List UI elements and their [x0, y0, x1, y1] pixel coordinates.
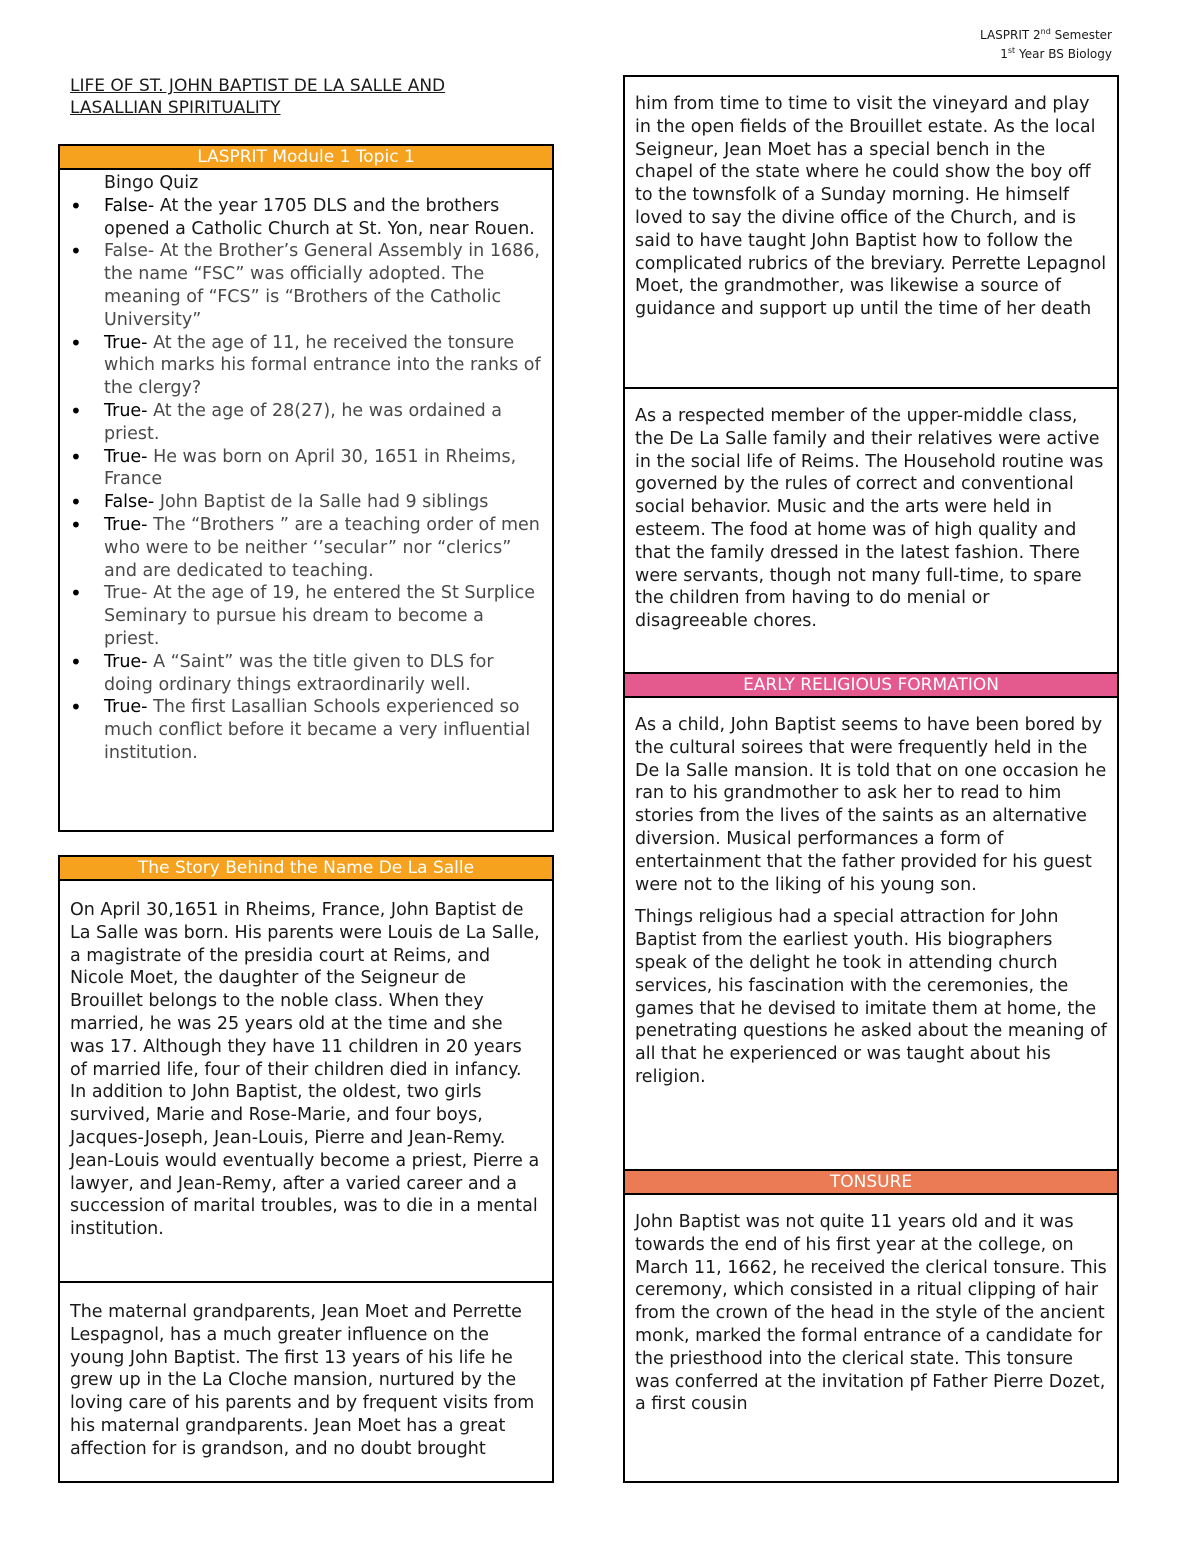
quiz-item: • True- A “Saint” was the title given to DLS for doing ordinary things extraordinarily well.	[60, 651, 544, 697]
quiz-item: • False- At the Brother’s General Assembly in 1686, the name “FSC” was officially adopted. The meaning of “FCS” is “Brothers of the Catholic University”	[60, 240, 544, 331]
quiz-item: • True- At the age of 28(27), he was ordained a priest.	[60, 400, 544, 446]
paragraph-early-childhood: As a child, John Baptist seems to have been bored by the cultural soirees that were frequently held in the De la Salle mansion. It is told that on one occasion he ran to his grandmother to ask her to read to him stories from the lives of the saints as an alternative diversion. Musical performances a form of entertainment that the father provided for his guest were not to the liking of his young son.	[635, 715, 1107, 895]
course-info	[980, 24, 1112, 62]
story-section-2	[60, 1283, 552, 1461]
story-section-1	[60, 881, 552, 1281]
paragraph-tonsure: John Baptist was not quite 11 years old and it was towards the end of his first year at the college, on March 11, 1662, he received the clerical tonsure. This ceremony, which consisted in a ritual clipping of hair from the crown of the head in the style of the ancient monk, marked the formal entrance of a candidate for the priesthood into the clerical state. This tonsure was conferred at the invitation pf Father Pierre Dozet, a first cousin	[635, 1212, 1107, 1415]
story-paragraph-grandparents: The maternal grandparents, Jean Moet and Perrette Lespagnol, has a much greater influence on the young John Baptist. The first 13 years of his life he grew up in the La Cloche mansion, nurtured by the loving care of his parents and by frequent visits from his maternal grandparents. Jean Moet has a great affection for is grandson, and no doubt brought	[70, 1302, 535, 1459]
paragraph-family-life: As a respected member of the upper-middle class, the De La Salle family and their relatives were active in the social life of Reims. The Household routine was governed by the rules of correct and conventional social behavior. Music and the arts were held in esteem. The food at home was of high quality and that the family dressed in the latest fashion. There were servants, though not many full-time, to spare the children from having to do menial or disagreeable chores.	[635, 406, 1104, 632]
quiz-heading: LASPRIT Module 1 Topic 1	[60, 146, 552, 170]
tonsure-section	[625, 1195, 1117, 1416]
paragraph-continued: him from time to time to visit the vineyard and play in the open fields of the Brouillet estate. As the local Seigneur, Jean Moet has a special bench in the chapel of the state where he could show the boy off to the townsfolk of a Sunday morning. He himself loved to say the divine office of the Church, and is said to have taught John Baptist how to follow the complicated rubrics of the breviary. Perrette Lepagnol Moet, the grandmother, was likewise a source of guidance and support up until the time of her death	[635, 94, 1107, 320]
grandparents-continued-section	[625, 77, 1117, 387]
right-column-box	[623, 75, 1119, 1483]
quiz-list	[60, 172, 544, 765]
quiz-item: • True- The first Lasallian Schools experienced so much conflict before it became a very influential institution.	[60, 696, 544, 764]
story-box	[58, 855, 554, 1483]
quiz-item: • True- The “Brothers ” are a teaching order of men who were to be neither ‘’secular” nor “clerics” and are dedicated to teaching.	[60, 514, 544, 582]
quiz-item: • False- John Baptist de la Salle had 9 siblings	[60, 491, 544, 514]
quiz-content	[60, 170, 552, 765]
quiz-item: • True- He was born on April 30, 1651 in Rheims, France	[60, 446, 544, 492]
early-religious-formation-heading: EARLY RELIGIOUS FORMATION	[625, 672, 1117, 698]
story-heading: The Story Behind the Name De La Salle	[60, 857, 552, 881]
quiz-item: • False- At the year 1705 DLS and the brothers opened a Catholic Church at St. Yon, near Rouen.	[60, 195, 544, 241]
quiz-item: • True- At the age of 19, he entered the St Surplice Seminary to pursue his dream to become a priest.	[60, 582, 544, 650]
paragraph-religious-attraction: Things religious had a special attraction for John Baptist from the earliest youth. His biographers speak of the delight he took in attending church services, his fascination with the ceremonies, the games that he devised to imitate them at home, the penetrating questions he asked about the meaning of all that he experienced or was taught about his religion.	[635, 907, 1107, 1087]
quiz-box	[58, 144, 554, 832]
story-paragraph-birth: On April 30,1651 in Rheims, France, John Baptist de La Salle was born. His parents were Louis de La Salle, a magistrate of the presidia court at Reims, and Nicole Moet, the daughter of the Seigneur de Brouillet belongs to the noble class. When they married, he was 25 years old at the time and she was 17. Although they have 11 children in 20 years of married life, four of their children died in infancy. In addition to John Baptist, the oldest, two girls survived, Marie and Rose-Marie, and four boys, Jacques-Joseph, Jean-Louis, Pierre and Jean-Remy. Jean-Louis would eventually become a priest, Pierre a lawyer, and Jean-Remy, after a varied career and a succession of marital troubles, was to die in a mental institution.	[70, 900, 540, 1240]
year-program-line: 1st Year BS Biology	[1000, 46, 1112, 61]
document-title: LIFE OF ST. JOHN BAPTIST DE LA SALLE AND LASALLIAN SPIRITUALITY	[70, 76, 446, 118]
quiz-intro: Bingo Quiz	[104, 173, 199, 193]
quiz-item: • True- At the age of 11, he received the tonsure which marks his formal entrance into the ranks of the clergy?	[60, 332, 544, 400]
semester-line: LASPRIT 2nd Semester	[979, 27, 1112, 42]
early-religious-formation-section	[625, 698, 1117, 1169]
tonsure-heading: TONSURE	[625, 1169, 1117, 1195]
family-life-section	[625, 389, 1117, 672]
